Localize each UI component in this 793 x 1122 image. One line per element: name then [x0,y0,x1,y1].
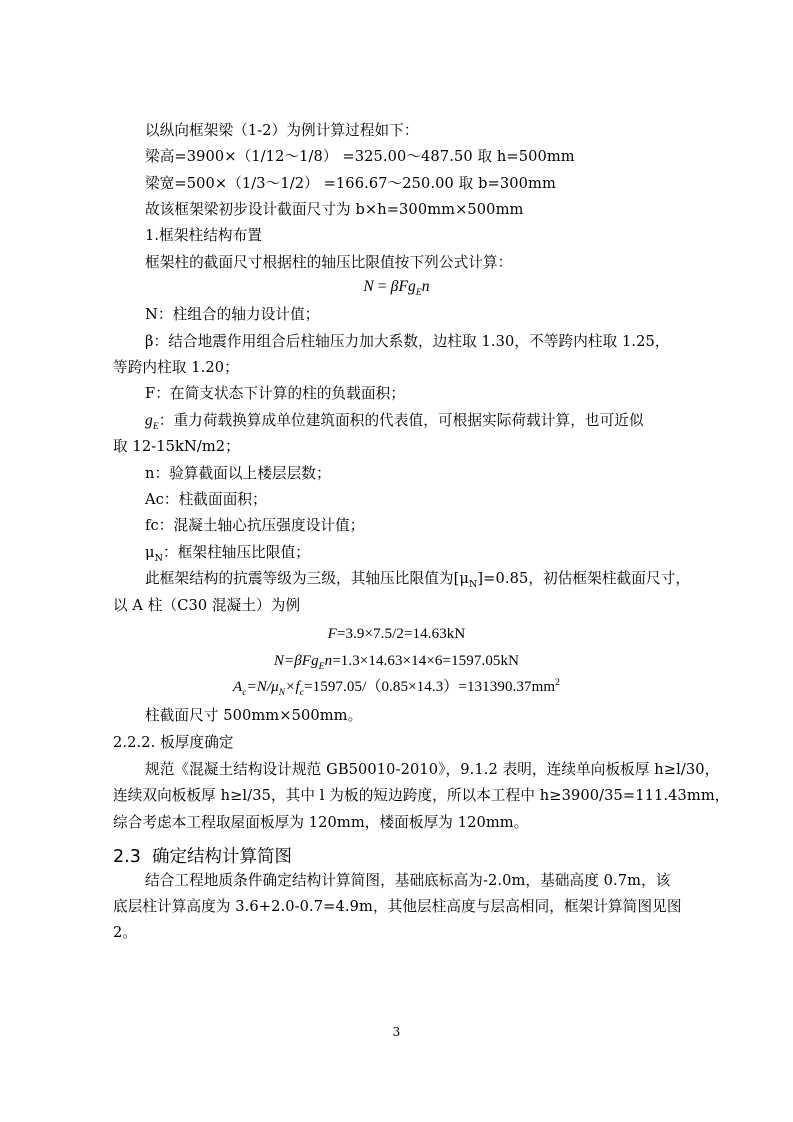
paragraph-line: 此框架结构的抗震等级为三级，其轴压比限值为$[\mu_N]=0.85$，初估框架柱截面尺寸， [145,570,691,590]
formula-section-area: $A_c=N/\mu_N\times f_c=1597.05/(0.85\times 14.3)=131390.37mm^2$ [232,678,561,698]
section-heading [113,846,292,868]
definition-line: F：在简支状态下计算的柱的负载面积； [145,385,406,402]
definition-line: $\mu_N$：框架柱轴压比限值； [145,544,310,564]
formula-axial-force: N=βFg$_E$n=1.3×14.63×14×6=1597.05kN [273,653,520,672]
paragraph-line: 2。 [113,924,138,941]
definition-line: $g_E$：重力荷载换算成单位建筑面积的代表值，可根据实际荷载计算，也可近似 [145,412,644,433]
paragraph-line: 底层柱计算高度为 3.6+2.0-0.7=4.9m，其他层柱高度与层高相同，框架计算简图见图 [113,898,682,915]
eq-equals: = [373,278,391,295]
eq-F: F [398,278,409,295]
eq-lhs: N [363,278,374,295]
section-title: 确定结构计算简图 [151,847,292,867]
paragraph-line: 结合工程地质条件确定结构计算简图，基础底标高为-2.0m，基础高度 0.7m，该 [145,872,671,889]
paragraph-line: 规范《混凝土结构设计规范 GB50010-2010》，9.1.2 表明，连续单向板板厚 h≥l/30， [145,761,720,778]
subsection-title: 2.2.2. 板厚度确定 [113,734,234,751]
eq-g-subscript: E [415,288,422,299]
eq-n: n [421,278,430,295]
definition-line: 等跨内柱取 1.20； [113,359,239,376]
section-number: 2.3 [113,847,141,867]
definition-line: β：结合地震作用组合后柱轴压力加大系数，边柱取 1.30，不等跨内柱取 1.25， [145,333,670,350]
paragraph-line: 故该框架梁初步设计截面尺寸为 b×h=300mm×500mm [145,201,524,218]
page-number: 3 [392,1025,401,1039]
paragraph-line: 梁高=3900×（1/12～1/8） =325.00～487.50 取 h=500mm [145,148,575,165]
eq-g: g [408,278,416,295]
paragraph-line: 综合考虑本工程取屋面板厚为 120mm，楼面板厚为 120mm。 [113,814,529,831]
eq-beta: β [390,278,399,295]
paragraph-line: 框架柱的截面尺寸根据柱的轴压比限值按下列公式计算： [145,254,513,271]
paragraph-line: 以纵向框架梁（1-2）为例计算过程如下： [145,122,419,139]
definition-line: fc：混凝土轴心抗压强度设计值； [145,517,365,534]
paragraph-line: 柱截面尺寸 500mm×500mm。 [145,707,363,724]
formula-load-area: F=3.9×7.5/2=14.63kN [327,626,466,642]
paragraph-line: 以 A 柱（C30 混凝土）为例 [113,597,301,614]
paragraph-line: 梁宽=500×（1/3～1/2） =166.67～250.00 取 b=300mm [145,175,556,192]
equation-axial-force [0,277,793,297]
definition-line: 取 12-15kN/m2； [113,438,240,455]
definition-line: Ac：柱截面面积； [145,491,267,508]
definition-line: N：柱组合的轴力设计值； [145,306,320,323]
paragraph-line: 连续双向板板厚 h≥l/35，其中 l 为板的短边跨度，所以本工程中 h≥3900/35=111.43mm， [113,787,730,804]
definition-line: n：验算截面以上楼层层数； [145,465,331,482]
subsection-title: 1.框架柱结构布置 [145,227,262,244]
gE-symbol: $g_E$ [145,412,159,433]
